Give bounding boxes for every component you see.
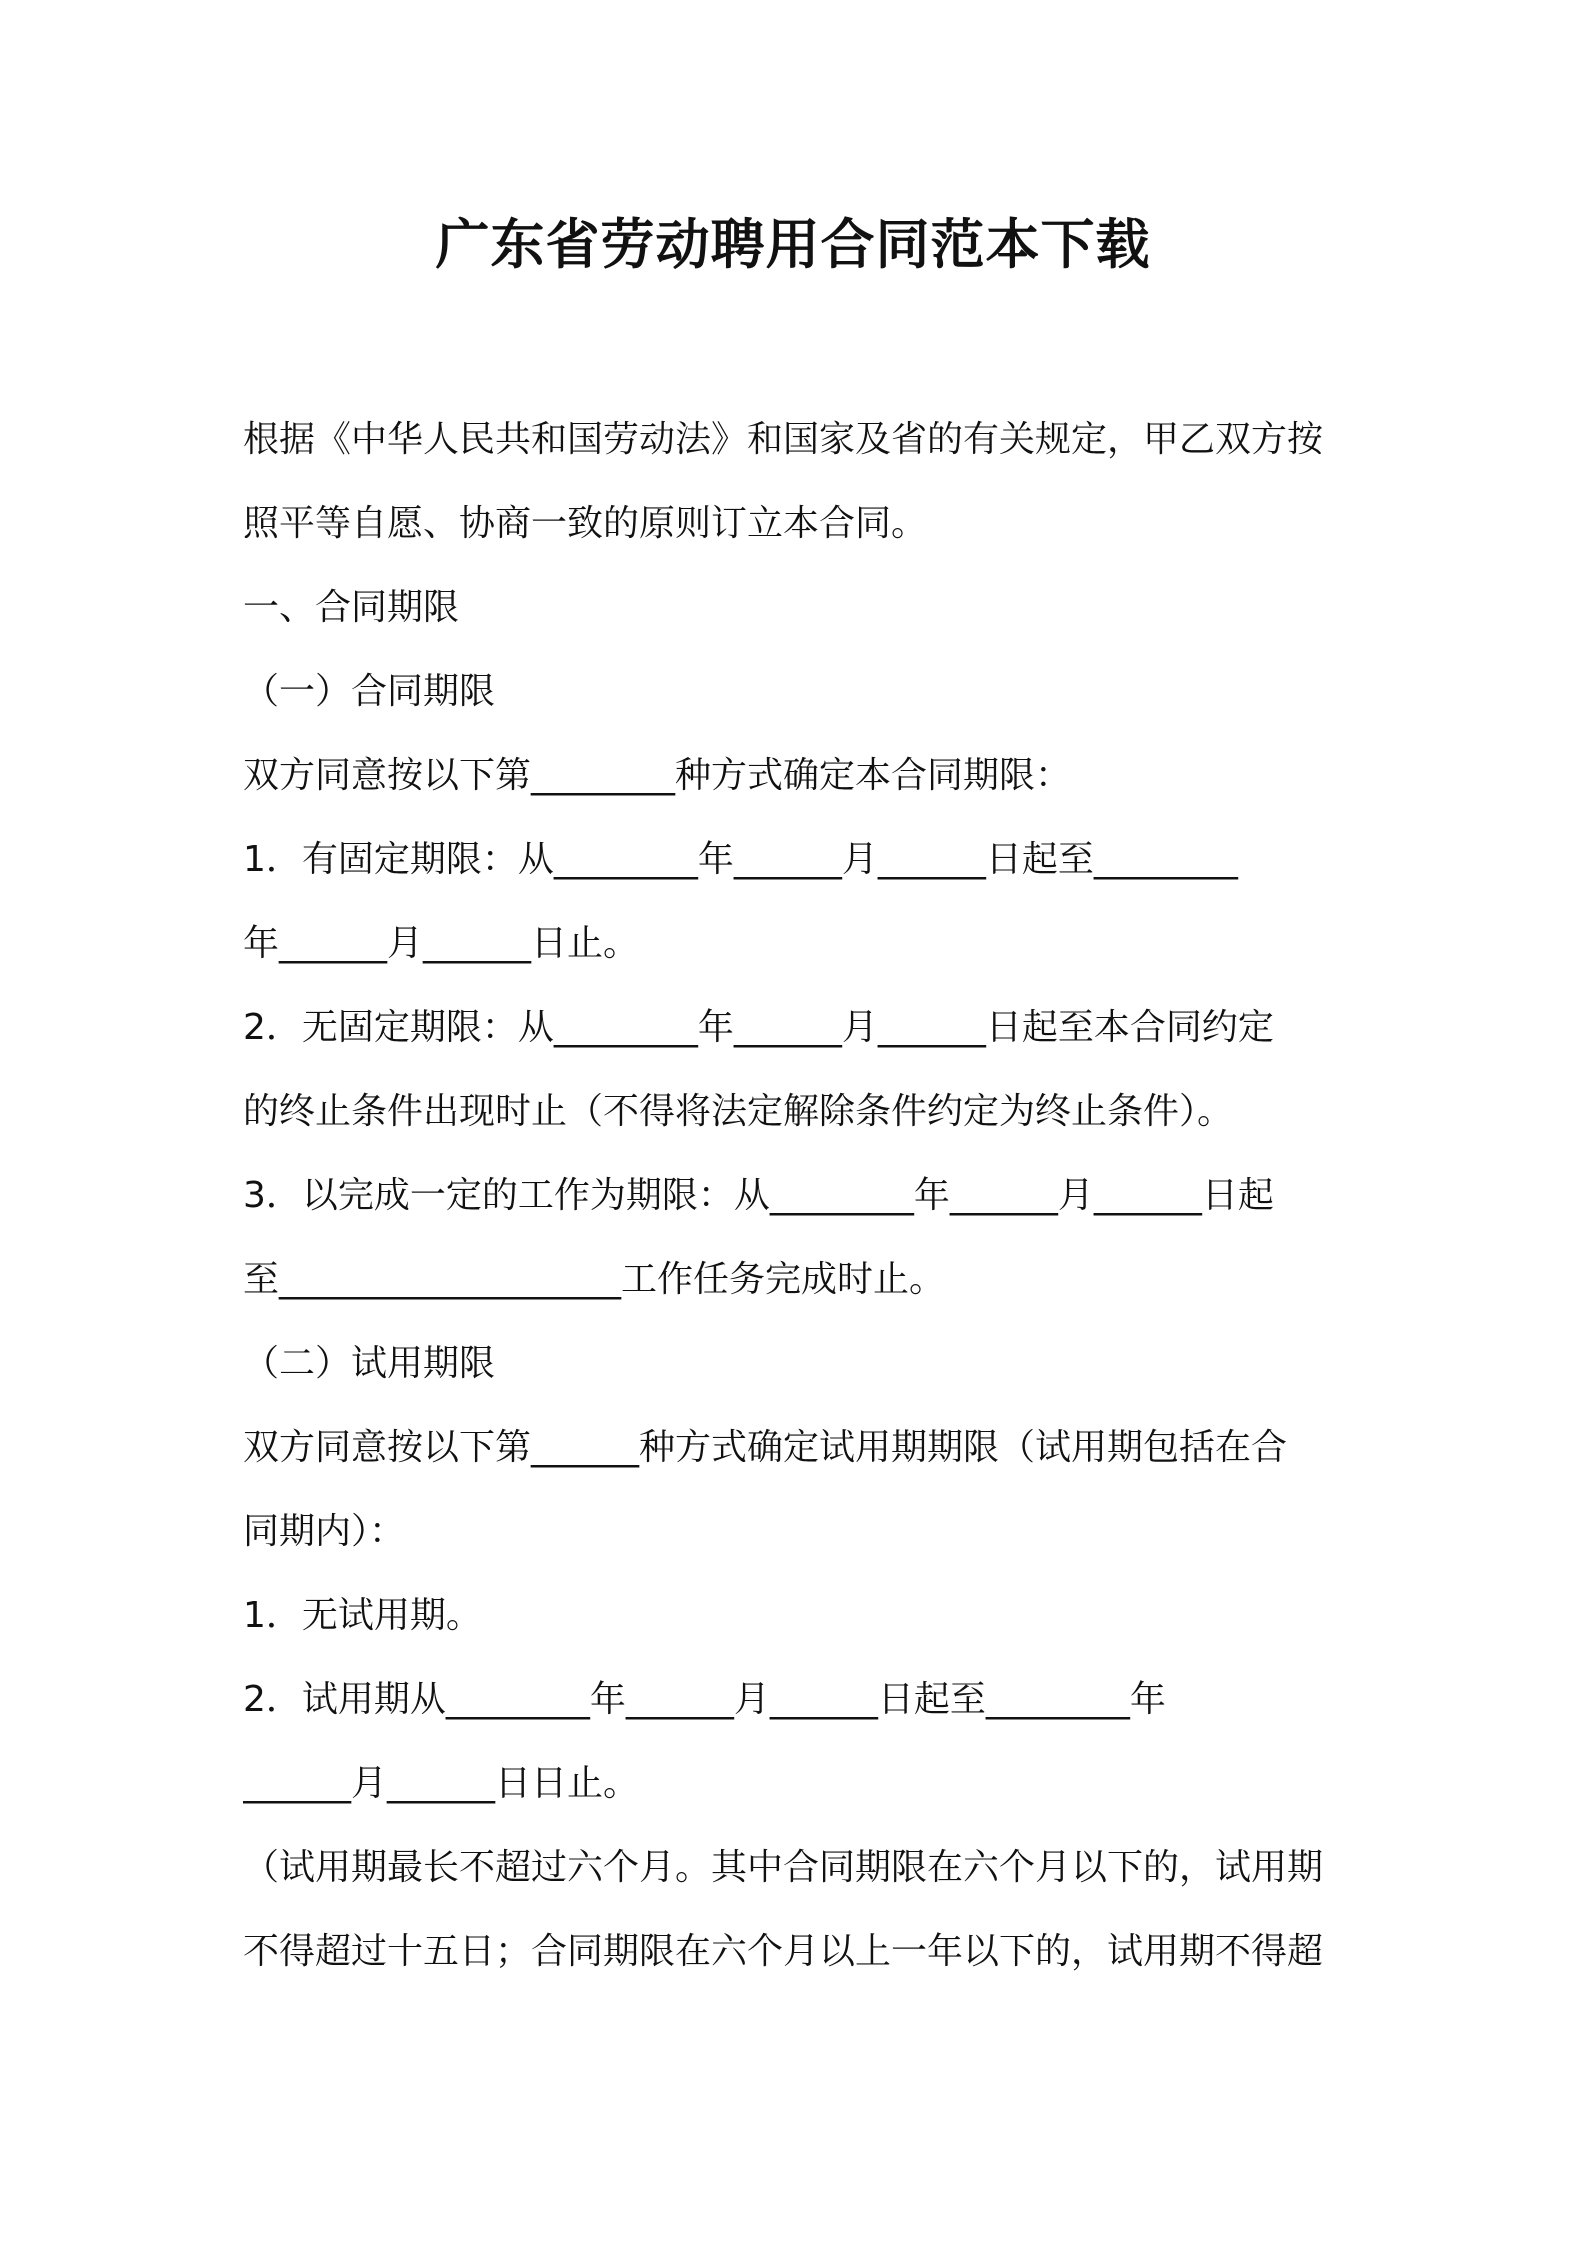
subsection-heading-probation: （二）试用期限: [243, 1343, 496, 1384]
body-line-15: 1．无试用期。: [243, 1595, 482, 1636]
body-line-8: 2．无固定期限：从________年______月______日起至本合同约定: [243, 1007, 1274, 1048]
body-line-10: 3．以完成一定的工作为期限：从________年______月______日起: [243, 1175, 1274, 1216]
document-title: 广东省劳动聘用合同范本下载: [435, 213, 1151, 276]
body-line-6: 1．有固定期限：从________年______月______日起至________: [243, 839, 1238, 880]
body-line-19: 不得超过十五日；合同期限在六个月以上一年以下的，试用期不得超: [243, 1931, 1324, 1972]
body-line-9: 的终止条件出现时止（不得将法定解除条件约定为终止条件）。: [243, 1091, 1234, 1132]
document-body: [243, 398, 1363, 1994]
body-line-11: 至___________________工作任务完成时止。: [243, 1259, 946, 1300]
body-line-14: 同期内）：: [243, 1511, 406, 1552]
body-line-16: 2．试用期从________年______月______日起至________年: [243, 1679, 1166, 1720]
body-line-17: ______月______日日止。: [243, 1763, 640, 1804]
body-line-18: （试用期最长不超过六个月。其中合同期限在六个月以下的，试用期: [243, 1847, 1324, 1888]
body-line-13: 双方同意按以下第______种方式确定试用期期限（试用期包括在合: [243, 1427, 1288, 1468]
body-line-1: 根据《中华人民共和国劳动法》和国家及省的有关规定，甲乙双方按: [243, 419, 1324, 460]
body-line-2: 照平等自愿、协商一致的原则订立本合同。: [243, 503, 928, 544]
subsection-heading-contract-term: （一）合同期限: [243, 671, 496, 712]
body-line-7: 年______月______日止。: [243, 923, 640, 964]
section-heading-contract-term: 一、合同期限: [243, 587, 460, 628]
body-line-5: 双方同意按以下第________种方式确定本合同期限：: [243, 755, 1072, 796]
